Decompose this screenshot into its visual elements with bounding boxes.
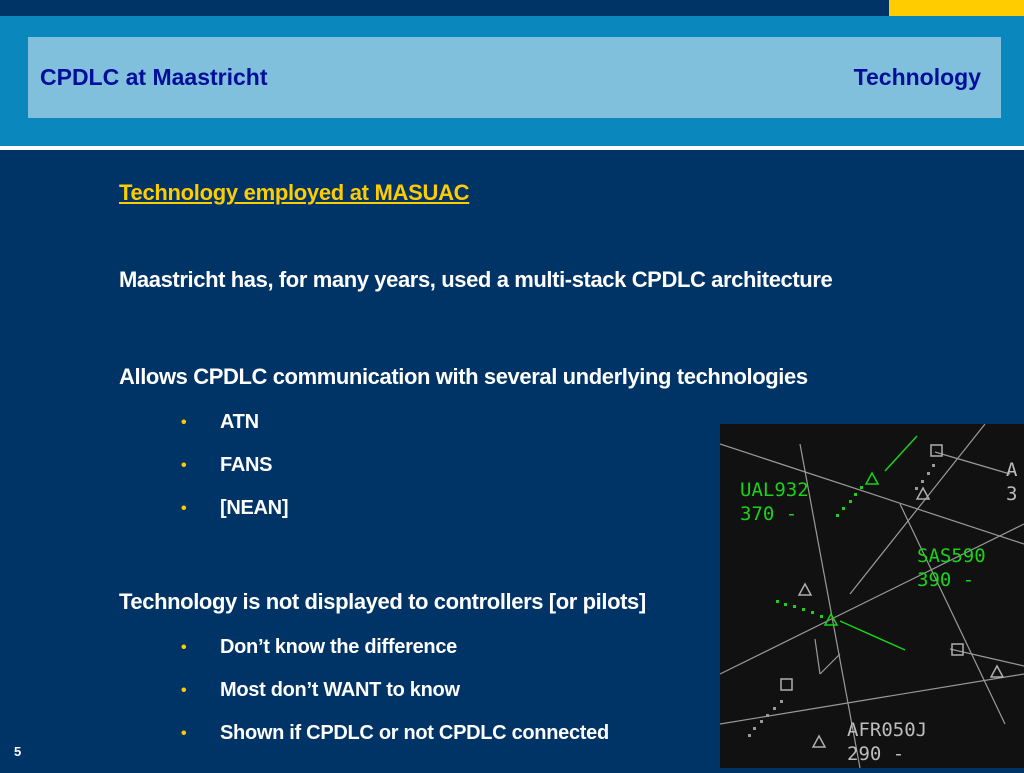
- section-title: Technology: [853, 64, 981, 90]
- radar-display-image: [720, 424, 1024, 768]
- list-item-difference: Don’t know the difference: [220, 636, 457, 658]
- accent-block: [889, 0, 1024, 16]
- green-tracks: [825, 436, 917, 650]
- route-lines: [720, 424, 1024, 768]
- slide-title: CPDLC at Maastricht: [40, 64, 268, 90]
- radar-screen: [720, 424, 1024, 768]
- point-multi-stack: Maastricht has, for many years, used a multi-stack CPDLC architecture: [119, 267, 833, 292]
- label-level: 370 -: [740, 503, 798, 525]
- bullet: •: [181, 500, 187, 517]
- list-item-shown: Shown if CPDLC or not CPDLC connected: [220, 722, 609, 744]
- label-callsign: AFR050J: [847, 719, 928, 741]
- point-technologies: Allows CPDLC communication with several underlying technologies: [119, 364, 808, 389]
- label-callsign: UAL932: [740, 479, 809, 501]
- radar-labels: [740, 459, 1018, 765]
- subheading: Technology employed at MASUAC: [119, 180, 470, 205]
- list-item-nean: [NEAN]: [220, 497, 289, 519]
- list-item-want: Most don’t WANT to know: [220, 679, 460, 701]
- top-strip: [0, 0, 1024, 16]
- bullet: •: [181, 457, 187, 474]
- label-level: 3: [1006, 483, 1018, 505]
- label-level: 290 -: [847, 743, 905, 765]
- list-item-fans: FANS: [220, 454, 273, 476]
- grey-symbols: [781, 445, 1003, 747]
- bullet: •: [181, 682, 187, 699]
- slide-number: 5: [14, 744, 22, 759]
- bullet: •: [181, 725, 187, 742]
- label-callsign: A: [1006, 459, 1018, 481]
- label-callsign: SAS590: [917, 545, 986, 567]
- header-panel: [28, 37, 1001, 118]
- bullet: •: [181, 639, 187, 656]
- point-not-displayed: Technology is not displayed to controllers [or pilots]: [119, 589, 646, 614]
- label-level: 390 -: [917, 569, 975, 591]
- bullet: •: [181, 414, 187, 431]
- list-item-atn: ATN: [220, 411, 259, 433]
